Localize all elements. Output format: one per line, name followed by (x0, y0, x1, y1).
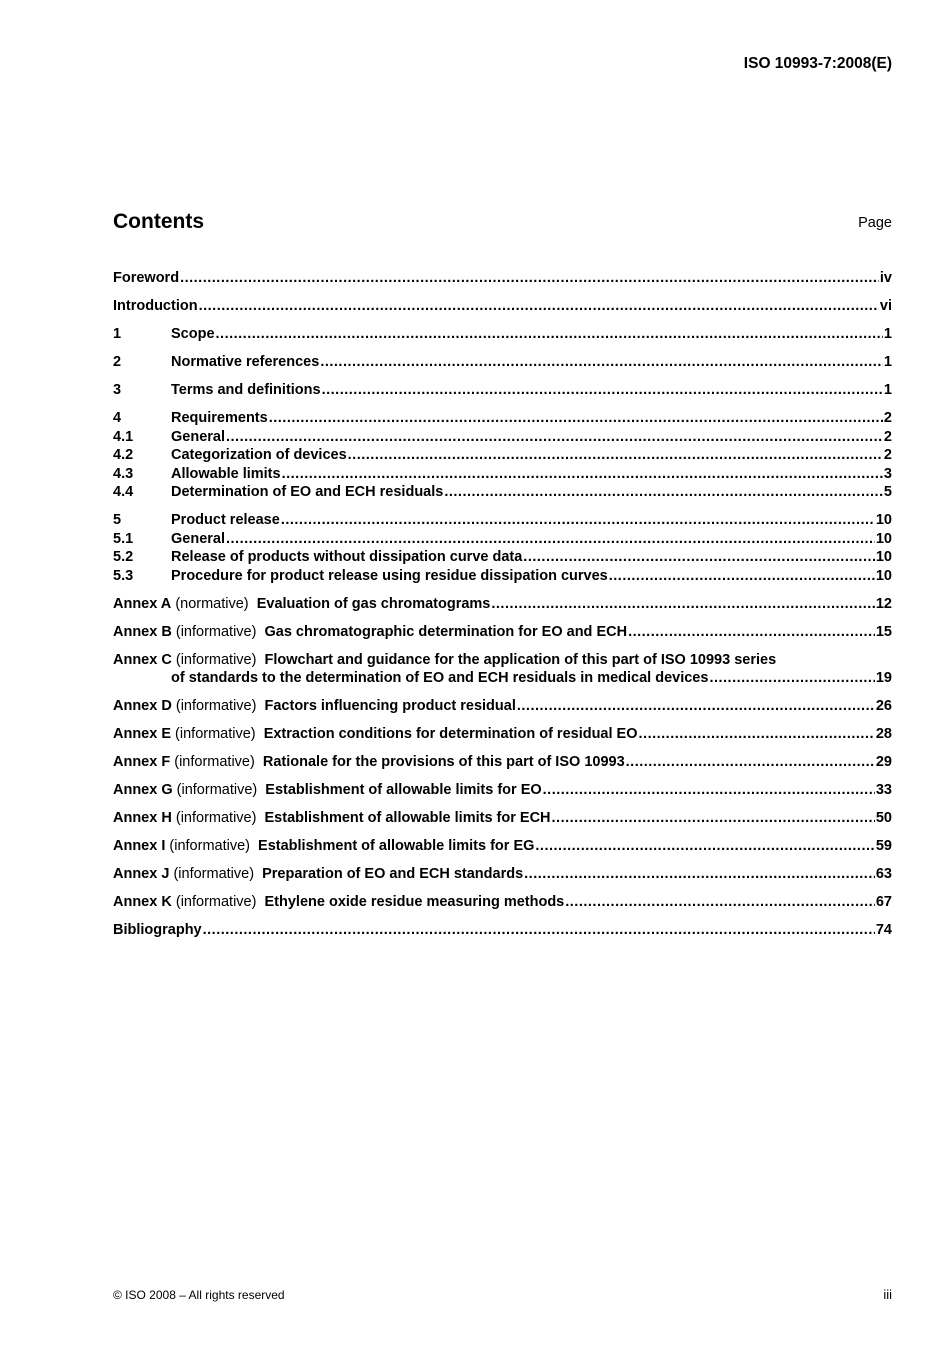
table-of-contents (113, 269, 892, 940)
toc-page: 10 (875, 549, 892, 565)
toc-page: 1 (883, 354, 892, 370)
toc-annex-type: (informative) (174, 754, 255, 770)
toc-annex-type: (informative) (169, 838, 250, 854)
toc-leader (444, 483, 883, 502)
toc-number: 4.4 (113, 484, 134, 500)
toc-annex-type: (informative) (175, 810, 257, 826)
toc-leader (626, 753, 875, 772)
toc-leader (491, 595, 874, 614)
toc-entry-5-2[interactable] (113, 548, 892, 567)
toc-leader (348, 446, 883, 465)
toc-annex-type: (informative) (175, 623, 257, 640)
toc-entry-1[interactable] (113, 325, 892, 344)
toc-entry-foreword[interactable] (113, 269, 892, 288)
toc-entry-annex-i[interactable] (113, 837, 892, 856)
toc-entry-annex-j[interactable] (113, 865, 892, 884)
toc-label: Procedure for product release using residue dissipation curves (171, 567, 608, 584)
toc-leader (199, 297, 879, 316)
toc-leader (543, 781, 875, 800)
toc-label: Evaluation of gas chromatograms (256, 595, 491, 612)
toc-annex-type: (normative) (175, 595, 249, 612)
toc-leader (282, 465, 883, 484)
toc-page: 10 (875, 567, 892, 584)
toc-annex-id: Annex C (113, 651, 172, 668)
toc-label: Ethylene oxide residue measuring methods (264, 894, 565, 910)
toc-label: Introduction (113, 298, 198, 314)
toc-label: Establishment of allowable limits for ECH (264, 810, 551, 826)
toc-page: 15 (875, 623, 892, 640)
toc-annex-id: Annex A (113, 595, 172, 612)
toc-label: Terms and definitions (171, 382, 321, 398)
toc-annex-id: Annex K (113, 894, 172, 910)
toc-page: 33 (875, 782, 892, 798)
toc-page: 10 (875, 512, 892, 528)
toc-label: Product release (171, 512, 280, 528)
toc-entry-annex-k[interactable] (113, 893, 892, 912)
toc-page: 29 (875, 754, 892, 770)
toc-page: 12 (875, 595, 892, 612)
toc-leader (226, 428, 883, 447)
toc-page: 1 (883, 382, 892, 398)
toc-entry-2[interactable] (113, 353, 892, 372)
toc-page: 63 (875, 866, 892, 882)
toc-label: Establishment of allowable limits for EG (258, 838, 535, 854)
toc-leader (517, 697, 875, 716)
toc-leader (565, 893, 875, 912)
toc-label: Foreword (113, 270, 180, 286)
toc-page: 67 (875, 894, 892, 910)
toc-annex-id: Annex E (113, 726, 172, 742)
toc-annex-type: (informative) (173, 866, 255, 882)
toc-annex-type: (informative) (176, 782, 258, 798)
toc-leader (226, 530, 875, 549)
toc-annex-id: Annex G (113, 782, 173, 798)
toc-label: Bibliography (113, 922, 202, 938)
toc-leader (320, 353, 883, 372)
toc-label: Allowable limits (171, 465, 281, 482)
toc-leader (552, 809, 875, 828)
toc-leader (180, 269, 879, 288)
toc-number: 4 (113, 410, 122, 426)
toc-label: Scope (171, 326, 215, 342)
toc-label: Gas chromatographic determination for EO and ECH (264, 623, 628, 640)
toc-entry-introduction[interactable] (113, 297, 892, 316)
toc-leader (281, 511, 875, 530)
toc-annex-id: Annex J (113, 866, 170, 882)
toc-page: vi (879, 298, 892, 314)
toc-entry-annex-h[interactable] (113, 809, 892, 828)
toc-annex-id: Annex F (113, 754, 171, 770)
toc-annex-type: (informative) (175, 726, 256, 742)
document-id: ISO 10993-7:2008(E) (743, 55, 892, 72)
toc-page: 50 (875, 810, 892, 826)
toc-entry-annex-e[interactable] (113, 725, 892, 744)
toc-leader (203, 921, 875, 940)
toc-label-continued: of standards to the determination of EO and ECH residuals in medical devices (171, 670, 709, 686)
toc-leader (535, 837, 874, 856)
toc-entry-annex-b[interactable] (113, 623, 892, 642)
toc-number: 5 (113, 512, 122, 528)
page-number: iii (883, 1287, 892, 1302)
toc-label: Determination of EO and ECH residuals (171, 484, 444, 500)
toc-page: 26 (875, 698, 892, 714)
toc-annex-type: (informative) (175, 651, 257, 668)
toc-number: 4.2 (113, 447, 134, 463)
toc-page: 3 (883, 465, 892, 482)
toc-page: 59 (875, 838, 892, 854)
toc-page: 10 (875, 530, 892, 547)
toc-entry-annex-g[interactable] (113, 781, 892, 800)
toc-number: 2 (113, 354, 122, 370)
toc-entry-4[interactable] (113, 409, 892, 428)
toc-page: 19 (875, 670, 892, 686)
toc-entry-annex-a[interactable] (113, 595, 892, 614)
copyright-notice: © ISO 2008 – All rights reserved (113, 1288, 285, 1302)
toc-page: 2 (883, 410, 892, 426)
toc-label: General (171, 530, 225, 547)
toc-entry-4-4[interactable] (113, 483, 892, 502)
toc-entry-annex-f[interactable] (113, 753, 892, 772)
toc-label: Establishment of allowable limits for EO (265, 782, 542, 798)
toc-leader (524, 865, 875, 884)
toc-label: General (171, 428, 225, 445)
toc-leader (609, 567, 875, 586)
toc-label: Extraction conditions for determination of residual EO (263, 726, 638, 742)
toc-label: Normative references (171, 354, 320, 370)
toc-entry-annex-d[interactable] (113, 697, 892, 716)
toc-number: 5.1 (113, 530, 134, 547)
toc-entry-4-2[interactable] (113, 446, 892, 465)
toc-entry-5-1[interactable] (113, 530, 892, 549)
toc-page: iv (879, 270, 892, 286)
toc-entry-5-3[interactable] (113, 567, 892, 586)
toc-number: 1 (113, 326, 122, 342)
toc-page: 5 (883, 484, 892, 500)
toc-label: Requirements (171, 410, 268, 426)
toc-page: 28 (875, 726, 892, 742)
toc-number: 5.2 (113, 549, 134, 565)
toc-entry-annex-c[interactable] (113, 651, 892, 670)
toc-entry-4-1[interactable] (113, 428, 892, 447)
toc-label: Preparation of EO and ECH standards (262, 866, 524, 882)
toc-page: 2 (883, 447, 892, 463)
toc-label: Rationale for the provisions of this part of ISO 10993 (262, 754, 625, 770)
toc-leader (628, 623, 875, 642)
toc-leader (322, 381, 883, 400)
toc-entry-4-3[interactable] (113, 465, 892, 484)
toc-number: 3 (113, 382, 122, 398)
toc-entry-3[interactable] (113, 381, 892, 400)
toc-entry-5[interactable] (113, 511, 892, 530)
toc-annex-id: Annex B (113, 623, 172, 640)
toc-number: 4.3 (113, 465, 134, 482)
toc-leader (639, 725, 875, 744)
page-column-label: Page (858, 215, 892, 231)
toc-label: Flowchart and guidance for the application of this part of ISO 10993 series (264, 651, 777, 668)
toc-annex-id: Annex I (113, 838, 166, 854)
toc-entry-annex-c-continued[interactable] (113, 669, 892, 688)
toc-label: Release of products without dissipation curve data (171, 549, 523, 565)
toc-page: 74 (875, 922, 892, 938)
toc-annex-type: (informative) (175, 894, 257, 910)
toc-annex-type: (informative) (175, 698, 257, 714)
contents-title: Contents (113, 210, 204, 233)
toc-number: 5.3 (113, 567, 134, 584)
toc-label: Factors influencing product residual (264, 698, 516, 714)
toc-leader (709, 669, 874, 688)
toc-leader (269, 409, 883, 428)
toc-label: Categorization of devices (171, 447, 347, 463)
toc-leader (523, 548, 875, 567)
toc-number: 4.1 (113, 428, 134, 445)
toc-leader (216, 325, 883, 344)
toc-annex-id: Annex D (113, 698, 172, 714)
toc-entry-bibliography[interactable] (113, 921, 892, 940)
toc-annex-id: Annex H (113, 810, 172, 826)
toc-page: 2 (883, 428, 892, 445)
toc-page: 1 (883, 326, 892, 342)
